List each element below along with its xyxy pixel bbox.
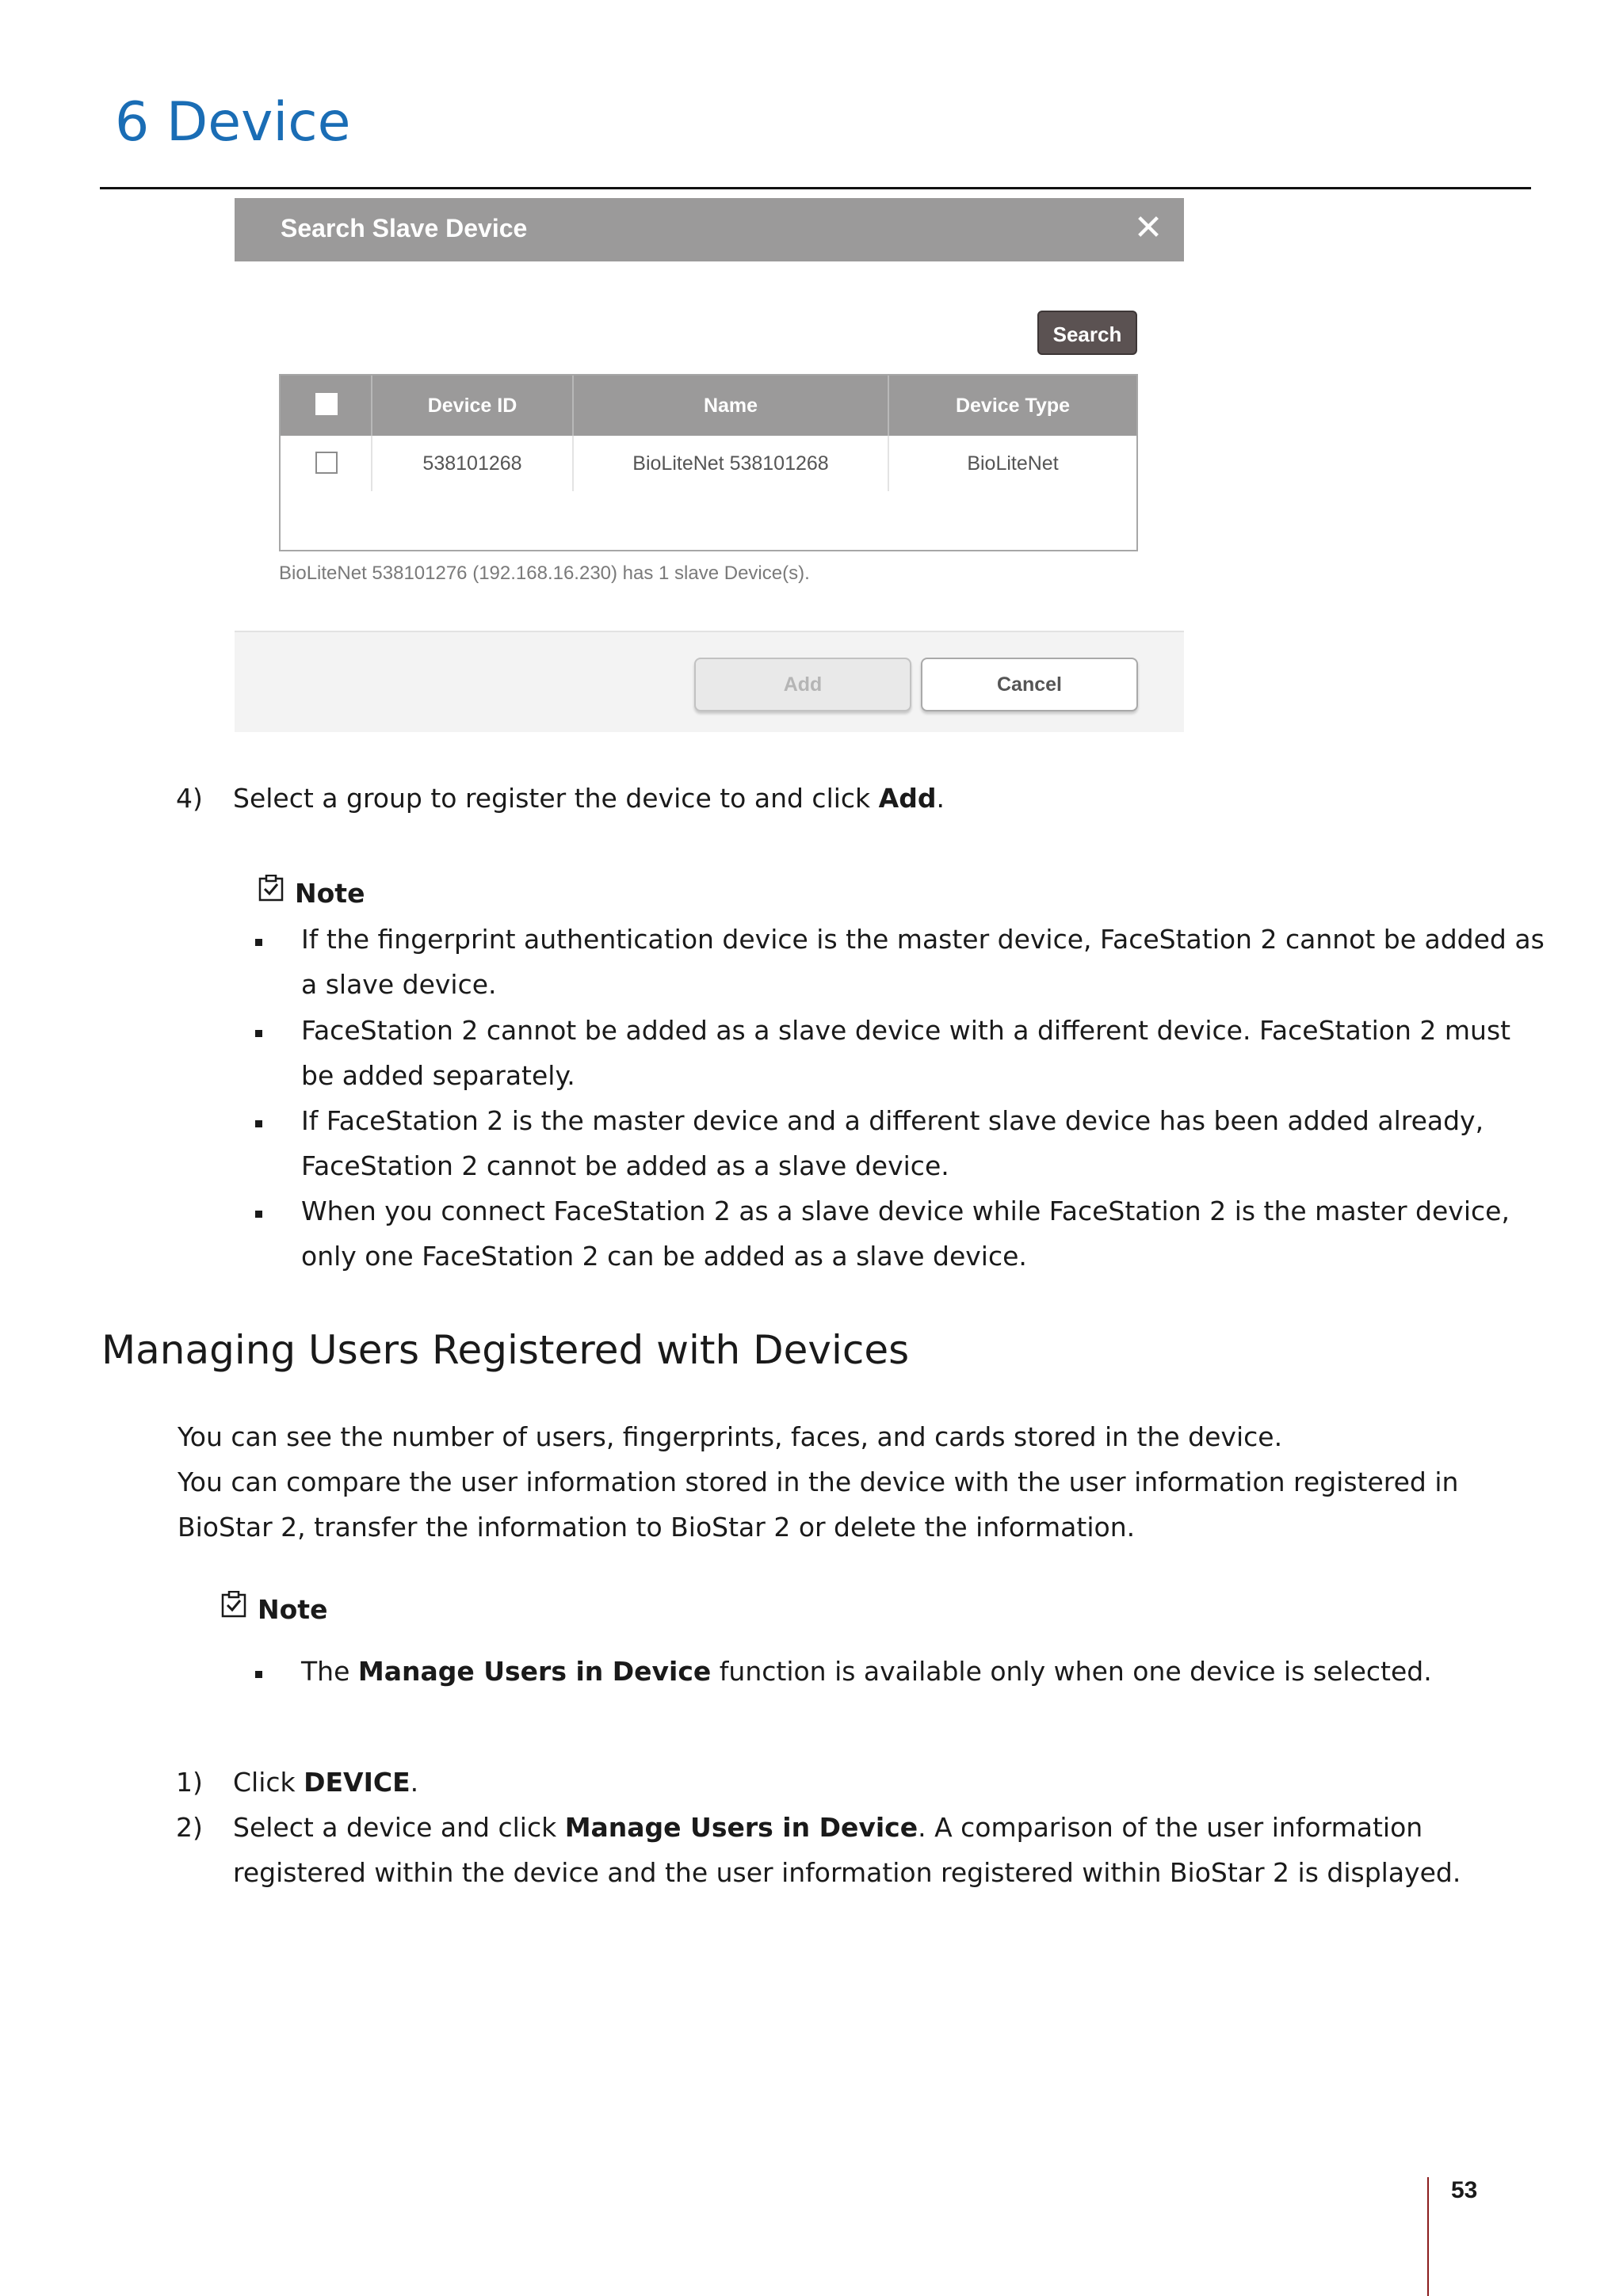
close-icon[interactable]: ✕ <box>1133 208 1163 248</box>
cancel-button[interactable]: Cancel <box>921 658 1138 711</box>
bullet-icon <box>255 1120 262 1127</box>
search-button[interactable]: Search <box>1037 311 1137 355</box>
step-2-text <box>233 1812 1423 1844</box>
step-2-text-plain: Select a device and click <box>233 1812 565 1843</box>
table-header <box>281 376 1136 436</box>
note-label: Note <box>258 1594 328 1625</box>
search-slave-device-dialog <box>235 198 1184 732</box>
step-1-text <box>233 1767 418 1798</box>
note-1-bullet-1-line-2: a slave device. <box>301 969 497 1000</box>
step-2-text-line-2: registered within the device and the user information registered within BioStar 2 is displayed. <box>233 1857 1461 1888</box>
chapter-title: 6 Device <box>115 91 351 154</box>
note-1-bullet-3-line-2: FaceStation 2 cannot be added as a slave device. <box>301 1150 949 1181</box>
section-paragraph-line-3: BioStar 2, transfer the information to BioStar 2 or delete the information. <box>178 1512 1136 1543</box>
note-1-bullet-4-line-1: When you connect FaceStation 2 as a slave device while FaceStation 2 is the master device, <box>301 1196 1510 1226</box>
step-1-number: 1) <box>176 1767 203 1798</box>
step-4-text-plain: Select a group to register the device to and click <box>233 783 879 814</box>
step-2-bold: Manage Users in Device <box>564 1812 918 1843</box>
slave-device-table <box>279 374 1138 551</box>
step-1-bold: DEVICE <box>304 1767 411 1798</box>
step-4-text-end: . <box>936 783 945 814</box>
cell-name: BioLiteNet 538101268 <box>632 452 829 475</box>
bullet-icon <box>255 1211 262 1218</box>
page-number: 53 <box>1451 2177 1478 2203</box>
step-1-text-plain: Click <box>233 1767 304 1798</box>
note-1-bullet-3-line-1: If FaceStation 2 is the master device and a different slave device has been added already, <box>301 1105 1484 1136</box>
note-label: Note <box>295 878 365 909</box>
note-2-bold: Manage Users in Device <box>357 1656 712 1687</box>
section-heading: Managing Users Registered with Devices <box>101 1327 910 1373</box>
dialog-header <box>235 198 1184 261</box>
step-2-number: 2) <box>176 1812 203 1843</box>
step-4-number: 4) <box>176 783 203 814</box>
step-4-text <box>233 783 945 814</box>
note-2-text-end: function is available only when one device is selected. <box>711 1656 1432 1687</box>
section-paragraph-line-1: You can see the number of users, fingerprints, faces, and cards stored in the device. <box>178 1421 1283 1452</box>
cell-device-type: BioLiteNet <box>967 452 1059 475</box>
column-device-id[interactable]: Device ID <box>427 395 517 417</box>
footer-divider <box>1427 2177 1429 2296</box>
note-2-text-plain: The <box>301 1656 358 1687</box>
clipboard-check-icon <box>220 1591 247 1618</box>
header-divider <box>100 187 1531 189</box>
step-1-text-end: . <box>410 1767 419 1798</box>
note-1-bullet-2-line-2: be added separately. <box>301 1060 575 1091</box>
step-2-text-end: . A comparison of the user information <box>918 1812 1423 1843</box>
note-2-bullet-text <box>301 1656 1432 1688</box>
column-name[interactable]: Name <box>703 395 758 417</box>
section-paragraph-line-2: You can compare the user information stored in the device with the user information registered in <box>178 1466 1459 1497</box>
bullet-icon <box>255 1671 262 1678</box>
slave-count-status: BioLiteNet 538101276 (192.168.16.230) has 1 slave Device(s). <box>279 563 810 584</box>
note-1-bullet-4-line-2: only one FaceStation 2 can be added as a slave device. <box>301 1241 1027 1272</box>
row-checkbox[interactable] <box>315 452 338 474</box>
bullet-icon <box>255 939 262 946</box>
column-device-type[interactable]: Device Type <box>955 395 1071 417</box>
add-button[interactable]: Add <box>694 658 911 711</box>
clipboard-check-icon <box>258 875 285 902</box>
note-1-bullet-1-line-1: If the fingerprint authentication device is the master device, FaceStation 2 cannot be added as <box>301 924 1545 955</box>
note-1-bullet-2-line-1: FaceStation 2 cannot be added as a slave device with a different device. FaceStation 2 must <box>301 1015 1511 1046</box>
select-all-checkbox[interactable] <box>315 393 338 415</box>
dialog-title: Search Slave Device <box>281 214 528 242</box>
dialog-footer <box>235 631 1184 732</box>
cell-device-id: 538101268 <box>422 452 522 475</box>
step-4-bold-add: Add <box>878 783 937 814</box>
bullet-icon <box>255 1030 262 1037</box>
